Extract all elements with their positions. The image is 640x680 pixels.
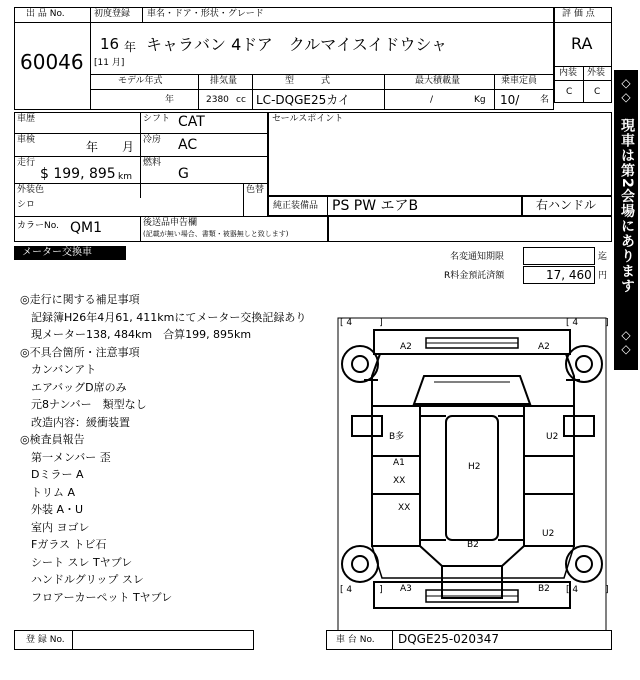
capacity-label: 乗車定員 — [501, 76, 538, 86]
recycle-label: R料金預託済額 — [444, 271, 505, 281]
year-unit: 年 — [124, 40, 137, 54]
steering-value: 右ハンドル — [536, 198, 597, 212]
note-line: Dミラー A — [20, 468, 84, 481]
model-label: 車名・ドア・形状・グレード — [147, 9, 264, 19]
mark-a1: A1 — [393, 458, 405, 468]
displacement-unit: cc — [236, 95, 246, 105]
first-registration-year: 16 — [100, 35, 120, 53]
venue-banner — [614, 70, 638, 370]
meter-exchange-badge: メーター交換車 — [14, 246, 126, 260]
genuine-label: 純正装備品 — [273, 201, 319, 211]
interior-label: 内装 — [559, 68, 578, 78]
exterior-color-label: 外装色 — [17, 185, 45, 195]
type-label: 型 式 — [285, 76, 331, 86]
color-no-value: QM1 — [70, 220, 103, 236]
displacement-value: 2380 — [206, 95, 229, 105]
shift-label: シフト — [143, 114, 171, 124]
genuine-value: PS PW エアB — [332, 198, 419, 214]
recycle-amount: 17, 460 — [546, 268, 592, 282]
color-change-label: 色替 — [246, 185, 265, 195]
banner-bottom-mark: ◇◇ — [619, 328, 633, 356]
exterior-grade: C — [594, 87, 601, 97]
mileage-value: $ 199, 895 — [40, 166, 116, 182]
mileage-label: 走行 — [17, 158, 36, 168]
ac-label: 冷房 — [143, 135, 162, 145]
inspection-notes — [20, 291, 330, 606]
note-line: カンバンアト — [20, 363, 97, 376]
note-line: 外装 A・U — [20, 503, 84, 516]
corner-rear-right: [ 4 ] — [566, 585, 609, 595]
blank-box — [328, 216, 612, 242]
inspection-year-unit: 年 — [86, 140, 99, 154]
mark-xx-left: XX — [393, 476, 406, 486]
lot-label: 出 品 No. — [26, 9, 65, 19]
type-value: LC-DQGE25カイ — [256, 93, 350, 107]
first-registration-label: 初度登録 — [94, 9, 131, 19]
displacement-label: 排気量 — [210, 76, 238, 86]
note-line: ハンドルグリップ スレ — [20, 573, 144, 586]
score-label: 評 価 点 — [562, 9, 595, 19]
chassis-label: 車 台 No. — [336, 635, 375, 645]
registration-label: 登 録 No. — [26, 635, 65, 645]
lot-number: 60046 — [20, 50, 84, 74]
score-value: RA — [571, 34, 593, 53]
mark-b2-rear: B2 — [467, 540, 479, 550]
mark-rear-left: A3 — [400, 584, 412, 594]
mark-u2-rear: U2 — [542, 529, 555, 539]
mark-h2-roof: H2 — [468, 462, 481, 472]
note-line: 記録簿H26年4月61, 411kmにてメーター交換記録あり — [20, 310, 307, 324]
mark-rear-right: B2 — [538, 584, 550, 594]
interior-grade: C — [566, 87, 573, 97]
fuel-label: 燃料 — [143, 158, 162, 168]
model-year-label: モデル年式 — [118, 76, 163, 86]
mileage-unit: km — [118, 172, 132, 182]
note-line: 現メーター138, 484km 合算199, 895km — [20, 328, 252, 341]
name-change-label: 名変通知期限 — [450, 252, 505, 262]
note-line: ◎走行に関する補足事項 — [20, 293, 140, 306]
name-change-unit: 迄 — [598, 252, 608, 262]
capacity-value: 10/ — [500, 93, 520, 107]
first-registration-month: [11 月] — [94, 58, 125, 68]
vehicle-damage-diagram — [334, 316, 614, 646]
color-no-label: カラーNo. — [17, 221, 59, 231]
inspection-label: 車検 — [17, 135, 36, 145]
aftermarket-label: 後送品申告欄 — [143, 218, 198, 228]
load-separator: / — [430, 95, 434, 105]
note-line: エアバッグD席のみ — [20, 380, 127, 394]
load-label: 最大積載量 — [415, 76, 461, 86]
chassis-value: DQGE25-020347 — [398, 632, 499, 646]
aftermarket-note: (記載が無い場合、書類・被器無しと致します) — [143, 230, 289, 238]
fuel-value: G — [178, 166, 189, 182]
note-line: 改造内容：緩衝装置 — [20, 415, 130, 429]
mark-front-left: A2 — [400, 342, 412, 352]
exterior-label: 外装 — [587, 68, 606, 78]
inspection-month-unit: 月 — [122, 140, 135, 154]
corner-rear-left: [ 4 ] — [340, 585, 383, 595]
note-line: 室内 ヨゴレ — [20, 520, 90, 534]
banner-top-mark: ◇◇ — [619, 76, 633, 104]
exterior-color-value: シロ — [17, 200, 36, 210]
banner-text: 現車は第2会場にあります — [619, 118, 635, 294]
note-line: フロアーカーペット Tヤブレ — [20, 590, 173, 604]
mark-front-right: A2 — [538, 342, 550, 352]
note-line: ◎検査員報告 — [20, 433, 85, 446]
ac-value: AC — [178, 137, 198, 153]
corner-front-left: [ 4 ] — [340, 318, 383, 328]
note-line: Fガラス トビ石 — [20, 538, 107, 551]
note-line: 元8ナンバー 類型なし — [20, 398, 147, 411]
load-unit: Kg — [474, 95, 486, 105]
recycle-unit: 円 — [598, 271, 608, 281]
mark-u2-right: U2 — [546, 432, 559, 442]
corner-front-right: [ 4 ] — [566, 318, 609, 328]
capacity-unit: 名 — [540, 95, 550, 105]
mark-xx-rear: XX — [398, 503, 411, 513]
shift-value: CAT — [178, 114, 205, 130]
sales-point-box — [268, 112, 612, 196]
mark-b-many: B多 — [389, 432, 405, 442]
sales-point-label: セールスポイント — [272, 114, 344, 124]
note-line: 第一メンバー 歪 — [20, 450, 111, 464]
model-name: キャラバン 4ドア クルマイスイドウシャ — [146, 35, 448, 54]
note-line: トリム A — [20, 485, 76, 499]
name-change-box — [523, 247, 595, 265]
model-year-unit: 年 — [165, 95, 175, 105]
note-line: ◎不具合箇所・注意事項 — [20, 345, 140, 359]
note-line: シート スレ Tヤブレ — [20, 555, 133, 569]
history-label: 車歴 — [17, 114, 36, 124]
